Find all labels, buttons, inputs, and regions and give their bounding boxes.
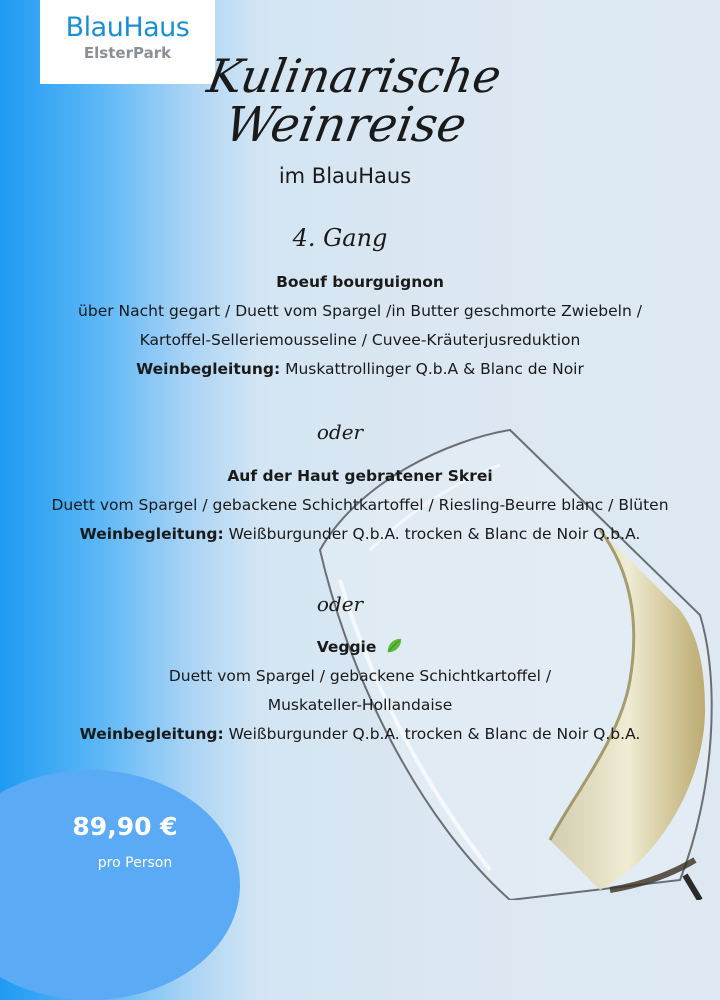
dish-description: Duett vom Spargel / gebackene Schichtkartoffel / Riesling-Beurre blanc / Blüten: [51, 496, 669, 514]
price-amount: 89,90 €: [72, 812, 178, 841]
leaf-icon: [385, 637, 403, 655]
logo-line1: BlauHaus: [65, 12, 190, 43]
separator-oder: oder: [316, 420, 364, 444]
page-title: [191, 49, 508, 153]
price-unit: pro Person: [97, 855, 173, 871]
wine-pairing-label: Weinbegleitung:: [79, 525, 224, 543]
dish-description: Kartoffel-Selleriemousseline / Cuvee-Kräuterjusreduktion: [139, 331, 581, 349]
dish-description: Muskateller-Hollandaise: [267, 696, 453, 714]
wine-pairing-value: Muskattrollinger Q.b.A & Blanc de Noir: [280, 360, 584, 378]
dish-1: [0, 268, 720, 384]
wine-pairing: [0, 520, 720, 549]
dish-description: Duett vom Spargel / gebackene Schichtkartoffel /: [168, 667, 552, 685]
title-line1: Kulinarische: [203, 49, 506, 103]
dish-name: Veggie: [316, 638, 377, 656]
dish-name: Auf der Haut gebratener Skrei: [227, 467, 493, 485]
dish-name: Boeuf bourguignon: [276, 273, 444, 291]
dish-3: [0, 633, 720, 749]
wine-pairing: [0, 720, 720, 749]
wine-pairing-label: Weinbegleitung:: [79, 725, 224, 743]
subtitle: im BlauHaus: [278, 164, 412, 188]
separator-oder: oder: [316, 592, 364, 616]
logo-line2: ElsterPark: [83, 44, 172, 62]
wine-pairing-label: Weinbegleitung:: [136, 360, 281, 378]
dish-2: [0, 462, 720, 549]
dish-name-row: [0, 633, 720, 662]
wine-pairing-value: Weißburgunder Q.b.A. trocken & Blanc de Noir Q.b.A.: [223, 725, 641, 743]
price-badge: [0, 770, 240, 1000]
course-heading: 4. Gang: [292, 224, 388, 252]
wine-pairing-value: Weißburgunder Q.b.A. trocken & Blanc de Noir Q.b.A.: [223, 525, 641, 543]
title-line2: Weinreise: [220, 97, 471, 153]
dish-description: über Nacht gegart / Duett vom Spargel /in Butter geschmorte Zwiebeln /: [78, 302, 642, 320]
logo: [40, 0, 215, 84]
wine-pairing: [0, 355, 720, 384]
